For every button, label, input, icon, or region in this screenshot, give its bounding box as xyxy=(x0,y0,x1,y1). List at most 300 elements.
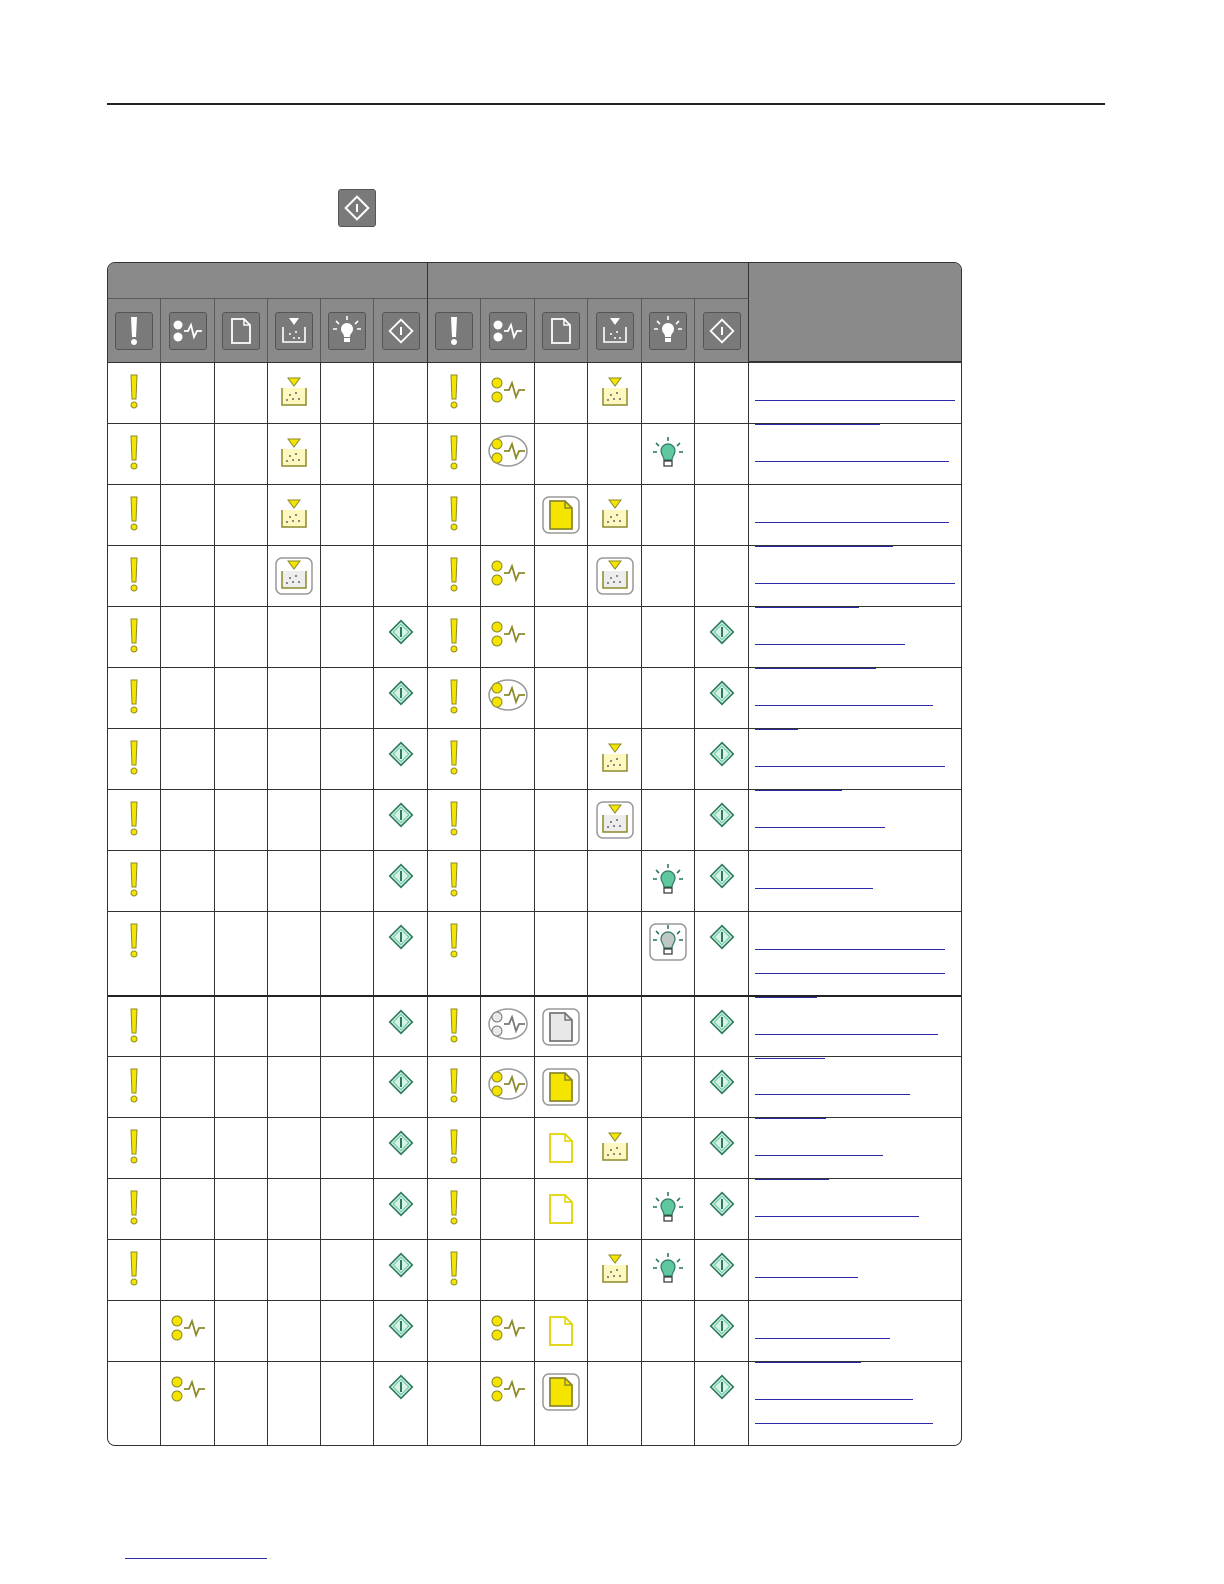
table-cell xyxy=(535,1239,588,1300)
error-light-icon xyxy=(447,1007,461,1045)
imaging-unit-light-icon xyxy=(648,1250,688,1290)
message-link-cell xyxy=(749,789,961,850)
sleep-icon xyxy=(489,312,527,350)
error-light-icon xyxy=(447,556,461,594)
table-cell xyxy=(535,606,588,667)
table-cell xyxy=(588,911,642,995)
table-cell xyxy=(374,1361,428,1445)
table-cell xyxy=(108,911,161,995)
table-cell xyxy=(215,667,268,728)
table-cell xyxy=(588,1300,642,1361)
table-cell xyxy=(642,789,695,850)
table-cell xyxy=(321,1056,374,1117)
table-cell xyxy=(268,789,321,850)
table-cell xyxy=(481,1117,535,1178)
error-light-icon xyxy=(447,922,461,960)
continue-light-icon xyxy=(707,861,737,891)
message-link[interactable] xyxy=(755,440,949,462)
table-cell xyxy=(642,995,695,1056)
table-cell xyxy=(695,423,749,484)
table-cell xyxy=(215,1178,268,1239)
continue-light-icon xyxy=(386,1372,416,1402)
error-light-icon xyxy=(447,739,461,777)
load-paper-light-icon xyxy=(541,1311,581,1351)
message-link[interactable] xyxy=(755,403,880,425)
message-link[interactable] xyxy=(755,708,798,730)
table-cell xyxy=(695,484,749,545)
table-cell xyxy=(215,606,268,667)
table-cell xyxy=(374,1056,428,1117)
error-light-icon xyxy=(127,617,141,655)
table-cell xyxy=(268,850,321,911)
table-cell xyxy=(428,606,481,667)
error-light-icon xyxy=(447,861,461,899)
table-cell xyxy=(215,789,268,850)
table-cell xyxy=(428,1361,481,1445)
message-link[interactable] xyxy=(755,1341,861,1363)
message-link-cell xyxy=(749,1117,961,1178)
toner-light-icon xyxy=(595,373,635,413)
table-cell xyxy=(535,667,588,728)
table-cell xyxy=(695,850,749,911)
table-cell xyxy=(588,667,642,728)
continue-light-icon xyxy=(707,617,737,647)
table-cell xyxy=(161,484,215,545)
table-cell xyxy=(642,1361,695,1445)
table-cell xyxy=(481,362,535,423)
table-cell xyxy=(161,728,215,789)
message-link[interactable] xyxy=(755,1256,858,1278)
table-cell xyxy=(321,1178,374,1239)
message-link[interactable] xyxy=(755,1097,826,1119)
table-cell xyxy=(321,1300,374,1361)
continue-light-icon xyxy=(386,1007,416,1037)
table-cell xyxy=(535,995,588,1056)
table-cell xyxy=(321,1117,374,1178)
continue-light-icon xyxy=(386,1128,416,1158)
error-light-icon xyxy=(447,1067,461,1105)
message-link[interactable] xyxy=(755,1195,919,1217)
table-cell xyxy=(428,850,481,911)
error-light-icon xyxy=(127,1250,141,1288)
table-cell xyxy=(481,789,535,850)
message-link[interactable] xyxy=(755,501,949,523)
header-cell xyxy=(108,299,161,362)
table-cell xyxy=(481,728,535,789)
table-cell xyxy=(535,1300,588,1361)
table-cell xyxy=(321,606,374,667)
message-link-cell xyxy=(749,606,961,667)
header-cell xyxy=(695,299,749,362)
header-cell xyxy=(374,299,428,362)
table-cell xyxy=(215,1239,268,1300)
table-cell xyxy=(215,1056,268,1117)
error-light-icon xyxy=(127,434,141,472)
table-cell xyxy=(588,1361,642,1445)
table-cell xyxy=(268,1361,321,1445)
message-link-cell xyxy=(749,1056,961,1117)
continue-button-icon xyxy=(338,189,376,227)
continue-light-icon xyxy=(386,1189,416,1219)
load-paper-light-icon xyxy=(541,1128,581,1168)
table-cell xyxy=(268,545,321,606)
table-cell xyxy=(642,1239,695,1300)
table-cell xyxy=(535,1361,588,1445)
continue-light-icon xyxy=(707,739,737,769)
table-cell xyxy=(642,728,695,789)
table-cell xyxy=(695,606,749,667)
toner-light-icon xyxy=(274,434,314,474)
error-light-icon xyxy=(127,1189,141,1227)
table-cell xyxy=(215,1300,268,1361)
table-cell xyxy=(108,362,161,423)
table-cell xyxy=(588,362,642,423)
table-cell xyxy=(321,789,374,850)
table-cell xyxy=(535,1056,588,1117)
error-light-icon xyxy=(127,1007,141,1045)
error-light-icon xyxy=(127,922,141,960)
table-cell xyxy=(268,1056,321,1117)
imaging-unit-light-icon xyxy=(648,434,688,474)
imaging-unit-light-blinking-icon xyxy=(648,922,688,962)
table-cell xyxy=(695,1117,749,1178)
table-cell xyxy=(108,423,161,484)
error-light-icon xyxy=(127,1067,141,1105)
table-cell xyxy=(374,850,428,911)
table-cell xyxy=(481,911,535,995)
message-link[interactable] xyxy=(755,806,885,828)
header-cell xyxy=(481,299,535,362)
table-cell xyxy=(535,789,588,850)
message-link[interactable] xyxy=(755,1378,913,1400)
table-cell xyxy=(428,545,481,606)
error-light-icon xyxy=(127,861,141,899)
table-cell xyxy=(268,911,321,995)
table-cell xyxy=(108,667,161,728)
light-sequence-table xyxy=(107,262,962,1446)
message-link[interactable] xyxy=(755,745,945,767)
continue-light-icon xyxy=(386,1311,416,1341)
table-cell xyxy=(108,484,161,545)
error-icon xyxy=(115,312,153,350)
error-light-icon xyxy=(447,800,461,838)
sleep-light-icon xyxy=(488,373,528,407)
toner-light-icon xyxy=(595,739,635,779)
table-cell xyxy=(161,1239,215,1300)
table-cell xyxy=(588,606,642,667)
table-cell xyxy=(108,1300,161,1361)
header-cell xyxy=(642,299,695,362)
table-cell xyxy=(642,423,695,484)
table-cell xyxy=(588,1239,642,1300)
toner-icon xyxy=(596,312,634,350)
table-cell xyxy=(642,1117,695,1178)
table-cell xyxy=(588,728,642,789)
table-cell xyxy=(161,1300,215,1361)
imaging-unit-light-icon xyxy=(648,861,688,901)
toner-light-icon xyxy=(595,495,635,535)
table-cell xyxy=(428,1117,481,1178)
table-cell xyxy=(588,423,642,484)
table-cell xyxy=(161,1361,215,1445)
continue-light-icon xyxy=(386,1250,416,1280)
error-light-icon xyxy=(127,678,141,716)
table-cell xyxy=(428,728,481,789)
header-cell xyxy=(215,299,268,362)
table-cell xyxy=(481,545,535,606)
table-cell xyxy=(268,1117,321,1178)
table-cell xyxy=(642,1056,695,1117)
message-link-cell xyxy=(749,667,961,728)
message-link[interactable] xyxy=(755,562,955,584)
table-cell xyxy=(535,362,588,423)
table-cell xyxy=(268,1300,321,1361)
message-link[interactable] xyxy=(755,1134,883,1156)
message-link[interactable] xyxy=(755,1013,938,1035)
table-cell xyxy=(481,850,535,911)
table-cell xyxy=(642,606,695,667)
table-cell xyxy=(481,606,535,667)
continue-light-icon xyxy=(386,861,416,891)
table-cell xyxy=(535,423,588,484)
continue-light-icon xyxy=(386,922,416,952)
control-panel-group-header-left xyxy=(108,263,428,299)
continue-light-icon xyxy=(707,1128,737,1158)
load-paper-light-icon xyxy=(541,1189,581,1229)
table-cell xyxy=(374,423,428,484)
table-cell xyxy=(268,1239,321,1300)
error-light-icon xyxy=(127,739,141,777)
table-cell xyxy=(588,484,642,545)
table-cell xyxy=(215,423,268,484)
imaging-unit-icon xyxy=(328,312,366,350)
error-light-icon xyxy=(447,495,461,533)
header-cell xyxy=(268,299,321,362)
table-cell xyxy=(428,362,481,423)
message-link[interactable] xyxy=(755,867,873,889)
error-light-icon xyxy=(447,1250,461,1288)
imaging-unit-icon xyxy=(649,312,687,350)
table-cell xyxy=(108,1361,161,1445)
table-cell xyxy=(642,362,695,423)
table-cell xyxy=(535,850,588,911)
table-cell xyxy=(374,995,428,1056)
continue-light-icon xyxy=(707,1311,737,1341)
continue-icon xyxy=(703,312,741,350)
table-cell xyxy=(695,1239,749,1300)
error-light-icon xyxy=(447,1128,461,1166)
table-cell xyxy=(695,362,749,423)
continue-light-icon xyxy=(386,678,416,708)
control-panel-group-header-right xyxy=(428,263,749,299)
load-paper-light-blinking-icon xyxy=(541,495,581,535)
sleep-light-icon xyxy=(488,617,528,651)
message-link-cell xyxy=(749,1300,961,1361)
message-link[interactable] xyxy=(755,1402,933,1424)
table-cell xyxy=(481,1178,535,1239)
message-link[interactable] xyxy=(755,928,945,950)
message-link[interactable] xyxy=(755,769,842,791)
message-link[interactable] xyxy=(755,586,859,608)
header-cell xyxy=(161,299,215,362)
table-cell xyxy=(535,911,588,995)
table-cell xyxy=(215,545,268,606)
table-cell xyxy=(215,995,268,1056)
table-cell xyxy=(588,789,642,850)
message-link[interactable] xyxy=(755,1073,910,1095)
message-link-cell xyxy=(749,423,961,484)
load-paper-icon xyxy=(542,312,580,350)
message-link[interactable] xyxy=(755,1426,812,1446)
error-light-icon xyxy=(127,800,141,838)
message-link[interactable] xyxy=(755,525,893,547)
table-cell xyxy=(321,362,374,423)
sleep-light-icon xyxy=(168,1372,208,1406)
sleep-light-slow-blinking-icon xyxy=(488,1007,528,1041)
error-light-icon xyxy=(127,495,141,533)
continue-light-icon xyxy=(707,1007,737,1037)
table-cell xyxy=(268,995,321,1056)
table-cell xyxy=(374,911,428,995)
table-cell xyxy=(481,995,535,1056)
error-light-icon xyxy=(127,1128,141,1166)
table-cell xyxy=(374,545,428,606)
table-cell xyxy=(321,545,374,606)
table-cell xyxy=(588,995,642,1056)
table-cell xyxy=(588,1178,642,1239)
table-cell xyxy=(321,728,374,789)
header-cell xyxy=(588,299,642,362)
error-light-icon xyxy=(447,1189,461,1227)
message-link[interactable] xyxy=(755,952,945,974)
table-cell xyxy=(215,850,268,911)
table-cell xyxy=(535,545,588,606)
table-cell xyxy=(161,423,215,484)
table-cell xyxy=(108,545,161,606)
table-cell xyxy=(161,850,215,911)
message-link[interactable] xyxy=(755,379,955,401)
table-cell xyxy=(588,1117,642,1178)
message-link-cell xyxy=(749,1239,961,1300)
table-cell xyxy=(268,606,321,667)
toner-light-blinking-icon xyxy=(274,556,314,596)
table-cell xyxy=(695,545,749,606)
toner-light-icon xyxy=(595,1250,635,1290)
table-cell xyxy=(695,728,749,789)
table-cell xyxy=(428,423,481,484)
table-cell xyxy=(161,667,215,728)
message-link-cell xyxy=(749,1178,961,1239)
sleep-icon xyxy=(169,312,207,350)
table-cell xyxy=(321,1239,374,1300)
table-cell xyxy=(161,606,215,667)
table-cell xyxy=(642,850,695,911)
load-paper-light-blinking-icon xyxy=(541,1067,581,1107)
continue-light-icon xyxy=(707,1067,737,1097)
header-cell xyxy=(321,299,374,362)
table-cell xyxy=(161,995,215,1056)
table-cell xyxy=(428,911,481,995)
continue-light-icon xyxy=(707,1189,737,1219)
table-cell xyxy=(108,728,161,789)
table-cell xyxy=(215,484,268,545)
message-link[interactable] xyxy=(755,684,933,706)
table-cell xyxy=(161,1056,215,1117)
table-cell xyxy=(535,1117,588,1178)
table-cell xyxy=(374,1239,428,1300)
continue-light-icon xyxy=(707,1250,737,1280)
table-cell xyxy=(108,789,161,850)
table-cell xyxy=(428,667,481,728)
table-cell xyxy=(374,606,428,667)
continue-light-icon xyxy=(386,800,416,830)
table-cell xyxy=(268,667,321,728)
message-link[interactable] xyxy=(755,1158,829,1180)
table-cell xyxy=(321,850,374,911)
table-cell xyxy=(642,545,695,606)
header-cell xyxy=(535,299,588,362)
error-light-icon xyxy=(447,434,461,472)
table-cell xyxy=(374,728,428,789)
continue-light-icon xyxy=(707,678,737,708)
sleep-light-icon xyxy=(488,1372,528,1406)
table-cell xyxy=(161,911,215,995)
table-cell xyxy=(535,1178,588,1239)
error-light-icon xyxy=(447,678,461,716)
toner-light-blinking-icon xyxy=(595,800,635,840)
table-cell xyxy=(321,995,374,1056)
table-cell xyxy=(374,484,428,545)
table-cell xyxy=(374,362,428,423)
table-cell xyxy=(428,1300,481,1361)
message-link[interactable] xyxy=(755,647,876,669)
message-link-cell xyxy=(749,911,961,995)
table-cell xyxy=(215,1361,268,1445)
table-cell xyxy=(321,423,374,484)
table-cell xyxy=(428,1178,481,1239)
table-cell xyxy=(161,789,215,850)
table-cell xyxy=(695,667,749,728)
footer-link[interactable] xyxy=(125,1554,267,1559)
table-cell xyxy=(374,1117,428,1178)
continue-light-icon xyxy=(707,922,737,952)
table-cell xyxy=(481,1361,535,1445)
message-link-cell xyxy=(749,362,961,423)
message-link[interactable] xyxy=(755,1317,890,1339)
message-column-header xyxy=(749,263,961,362)
table-cell xyxy=(321,667,374,728)
table-cell xyxy=(535,728,588,789)
table-cell xyxy=(695,1056,749,1117)
table-cell xyxy=(161,545,215,606)
table-cell xyxy=(642,911,695,995)
table-cell xyxy=(108,850,161,911)
sleep-light-icon xyxy=(488,556,528,590)
table-cell xyxy=(695,789,749,850)
table-cell xyxy=(108,1117,161,1178)
table-cell xyxy=(642,484,695,545)
table-cell xyxy=(481,1300,535,1361)
table-cell xyxy=(108,995,161,1056)
continue-light-icon xyxy=(386,739,416,769)
message-link-cell xyxy=(749,484,961,545)
sleep-light-icon xyxy=(488,1311,528,1345)
table-cell xyxy=(481,484,535,545)
table-cell xyxy=(215,1117,268,1178)
message-link[interactable] xyxy=(755,623,905,645)
table-cell xyxy=(321,1361,374,1445)
table-cell xyxy=(428,484,481,545)
